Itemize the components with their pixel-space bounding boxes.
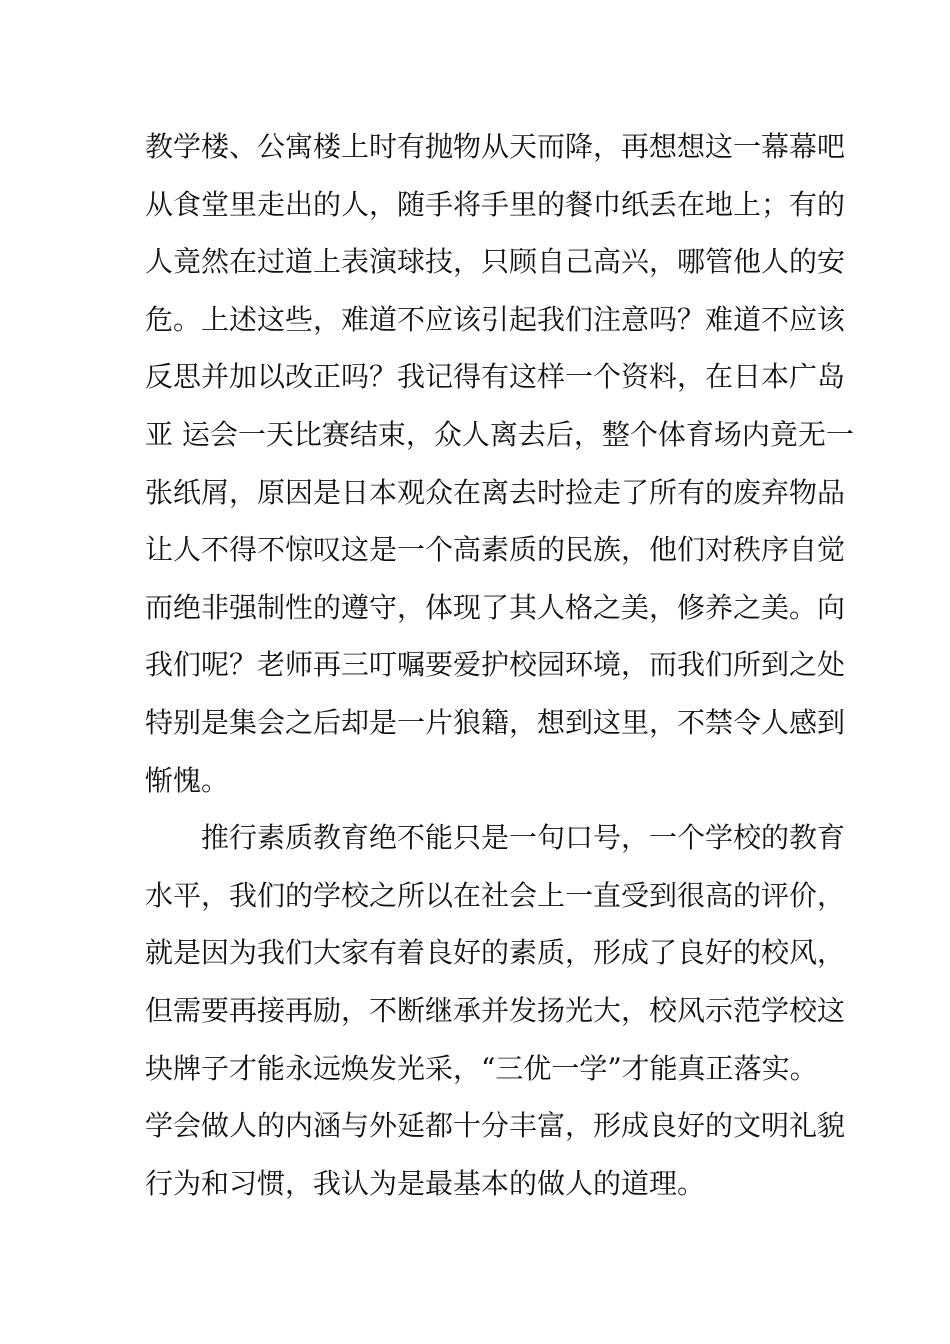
- text-line: 推行素质教育绝不能只是一句口号，一个学校的教育: [201, 821, 846, 855]
- text-line: 而绝非强制性的遵守，体现了其人格之美，修养之美。向: [145, 590, 846, 624]
- text-line: 就是因为我们大家有着良好的素质，形成了良好的校风，: [145, 936, 846, 970]
- text-line: 惭愧。: [145, 763, 230, 797]
- paragraph-2: [145, 809, 846, 1212]
- text-line: 从食堂里走出的人，随手将手里的餐巾纸丢在地上；有的: [145, 187, 846, 221]
- text-line: 但需要再接再励，不断继承并发扬光大，校风示范学校这: [145, 993, 846, 1027]
- text-line: 亚 运会一天比赛结束，众人离去后，整个体育场内竟无一: [145, 417, 854, 451]
- text-line: 块牌子才能永远焕发光采，“三优一学”才能真正落实。: [145, 1051, 818, 1085]
- text-line: 张纸屑，原因是日本观众在离去时捡走了所有的废弃物品: [145, 475, 846, 509]
- text-line: 我们呢？老师再三叮嘱要爱护校园环境，而我们所到之处: [145, 648, 846, 682]
- text-line: 特别是集会之后却是一片狼籍，想到这里，不禁令人感到: [145, 705, 846, 739]
- text-line: 让人不得不惊叹这是一个高素质的民族，他们对秩序自觉: [145, 533, 846, 567]
- text-line: 反思并加以改正吗？我记得有这样一个资料，在日本广岛: [145, 360, 846, 394]
- text-line: 危。上述这些，难道不应该引起我们注意吗？难道不应该: [145, 302, 846, 336]
- paragraph-1: [145, 118, 854, 809]
- text-line: 教学楼、公寓楼上时有抛物从天而降，再想想这一幕幕吧: [145, 130, 846, 163]
- body-text: [145, 118, 854, 1212]
- text-line: 人竟然在过道上表演球技，只顾自己高兴，哪管他人的安: [145, 245, 846, 279]
- text-line: 水平，我们的学校之所以在社会上一直受到很高的评价，: [145, 878, 846, 912]
- text-line: 学会做人的内涵与外延都十分丰富，形成良好的文明礼貌: [145, 1109, 846, 1143]
- text-line: 行为和习惯，我认为是最基本的做人的道理。: [145, 1166, 706, 1200]
